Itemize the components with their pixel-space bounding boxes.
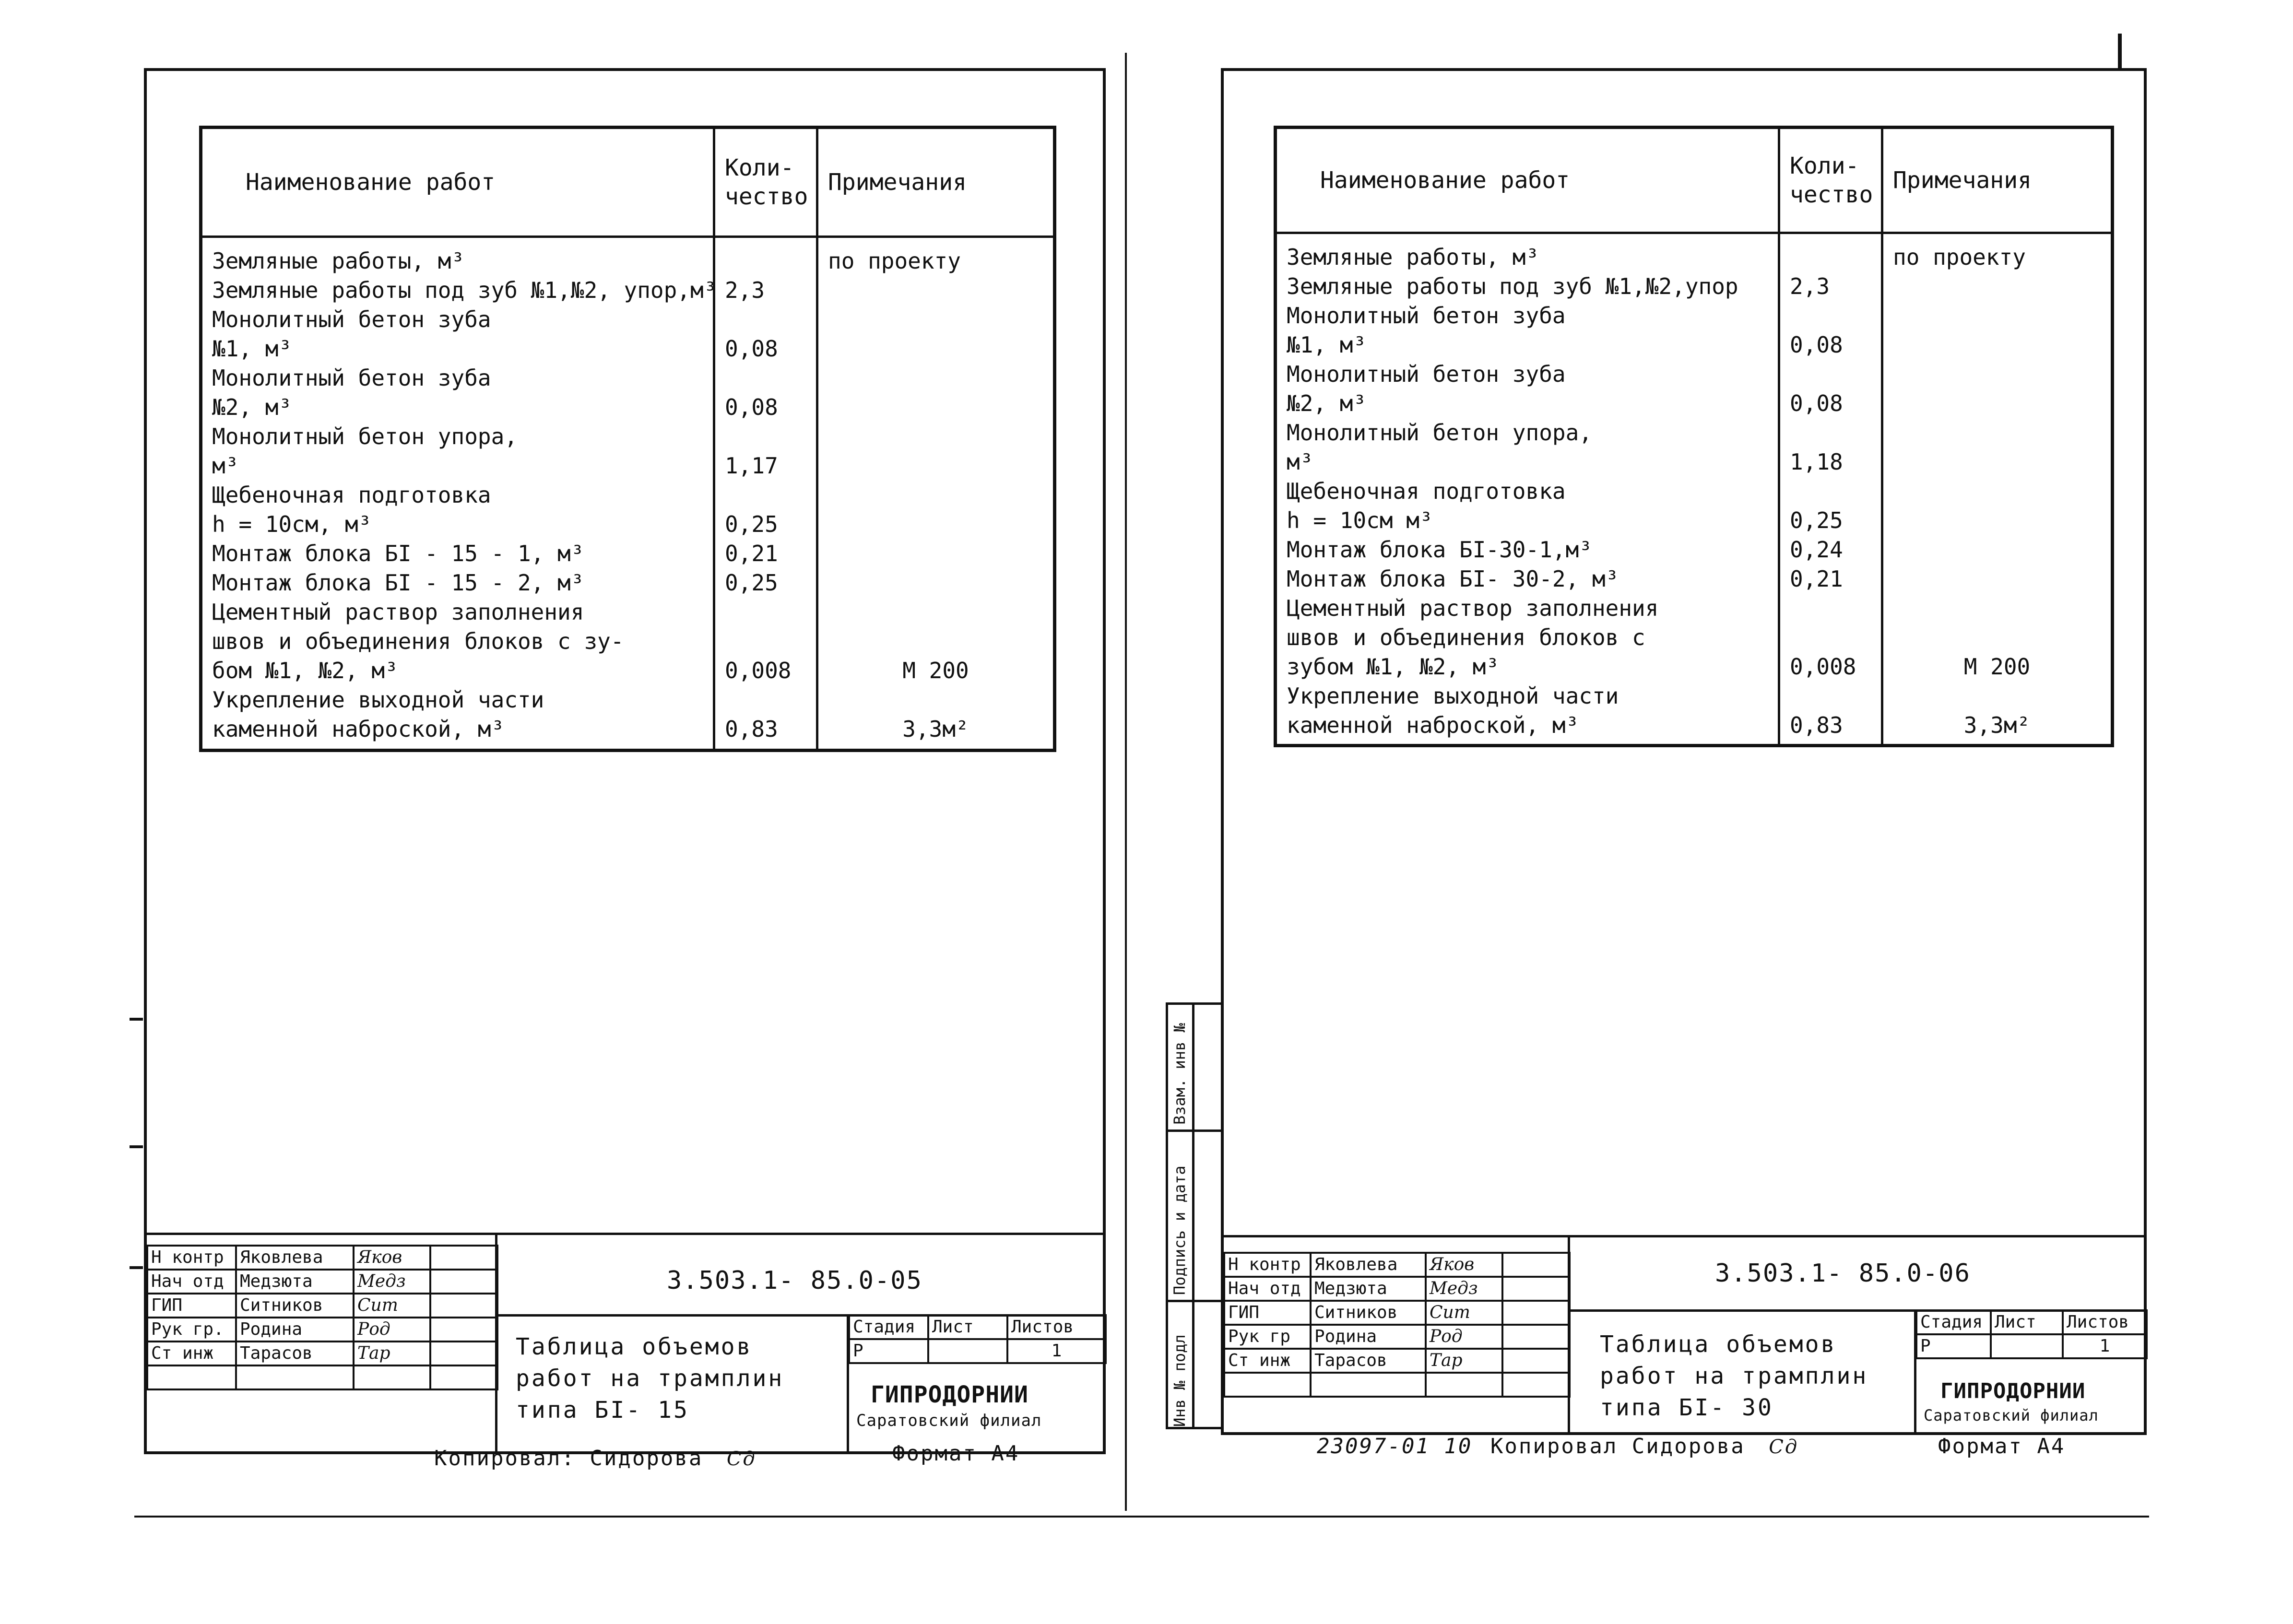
drawing-title-left: Таблица объемов работ на трамплин типа БI- 15 xyxy=(516,1333,784,1424)
staff-row-empty xyxy=(147,1365,497,1389)
staff-empty-cell xyxy=(354,1365,430,1389)
work-qty: 0,08 xyxy=(725,394,778,420)
stage-table-left xyxy=(848,1314,1107,1364)
drawing-title-right: Таблица объемов работ на трамплин типа БI- 30 xyxy=(1600,1331,1868,1421)
staff-role: Ст инж xyxy=(147,1342,236,1365)
work-item: №2, м³ xyxy=(1287,390,1367,416)
work-note xyxy=(828,481,1043,510)
work-item: швов и объединения блоков с xyxy=(1287,624,1645,650)
staff-empty-cell xyxy=(236,1365,354,1389)
tb-left-divider xyxy=(495,1233,497,1453)
staff-empty-cell xyxy=(1311,1373,1426,1397)
staff-row xyxy=(1224,1301,1570,1325)
tb-right-divider xyxy=(1568,1235,1570,1434)
staff-name: Медзюта xyxy=(1311,1277,1426,1301)
work-note xyxy=(828,627,1043,656)
staff-date xyxy=(1502,1277,1570,1301)
work-qty: 0,008 xyxy=(1790,654,1856,680)
work-note xyxy=(828,276,1043,305)
work-note: 3,3м² xyxy=(1963,712,2031,738)
work-item: Цементный раствор заполнения xyxy=(1287,595,1659,621)
work-table-right xyxy=(1274,126,2114,747)
work-item: Монолитный бетон упора, xyxy=(1287,420,1592,446)
work-note xyxy=(1893,301,2101,330)
org-name-right: ГИПРОДОРНИИ xyxy=(1940,1379,2086,1403)
staff-name: Ситников xyxy=(1311,1301,1426,1325)
work-item: Земляные работы под зуб №1,№2, упор,м³ xyxy=(212,277,717,303)
work-item: каменной наброской, м³ xyxy=(212,716,505,742)
staff-date xyxy=(1502,1325,1570,1349)
work-qty xyxy=(1790,243,1871,272)
edge-tick xyxy=(130,1145,143,1148)
work-qty: 0,25 xyxy=(1790,507,1843,533)
drawing-code-right: 3.503.1- 85.0-06 xyxy=(1715,1259,1971,1288)
staff-signature: Яков xyxy=(354,1246,430,1270)
work-item: Щебеночная подготовка xyxy=(212,482,491,508)
work-qty: 0,83 xyxy=(1790,712,1843,738)
staff-date xyxy=(430,1342,497,1365)
sheet-right-corner-mark xyxy=(2118,34,2122,70)
work-qty xyxy=(725,247,806,276)
staff-signature: Тар xyxy=(354,1342,430,1365)
side-stamp-inv: Инв № подл xyxy=(1170,1334,1189,1427)
work-item: Земляные работы, м³ xyxy=(1287,244,1539,270)
format-right: Формат А4 xyxy=(1938,1434,2066,1459)
work-qty xyxy=(725,305,806,334)
note-column xyxy=(1882,233,2113,746)
work-table-left xyxy=(199,126,1056,752)
staff-row xyxy=(1224,1325,1570,1349)
staff-role: Н контр xyxy=(1224,1253,1311,1277)
sheets-value: 1 xyxy=(1007,1339,1106,1363)
staff-empty-cell xyxy=(147,1365,236,1389)
work-note xyxy=(1893,623,2101,652)
staff-row xyxy=(1224,1277,1570,1301)
staff-signature: Медз xyxy=(354,1270,430,1294)
staff-row-empty xyxy=(1224,1373,1570,1397)
work-note xyxy=(828,539,1043,568)
work-item: Монолитный бетон зуба xyxy=(212,306,491,332)
work-note: М 200 xyxy=(1963,654,2031,680)
side-stamp-sign: Подпись и дата xyxy=(1170,1165,1189,1295)
staff-date xyxy=(430,1294,497,1318)
tb-left-top xyxy=(146,1233,1106,1235)
work-qty xyxy=(1790,301,1871,330)
work-note: 3,3м² xyxy=(902,716,969,742)
staff-empty-cell xyxy=(1426,1373,1502,1397)
work-note xyxy=(1893,594,2101,623)
staff-signature: Сит xyxy=(354,1294,430,1318)
work-qty: 0,08 xyxy=(1790,390,1843,416)
drawing-code-left: 3.503.1- 85.0-05 xyxy=(667,1266,922,1295)
work-note xyxy=(1893,330,2101,360)
staff-signature: Тар xyxy=(1426,1349,1502,1373)
work-item: Земляные работы под зуб №1,№2,упор xyxy=(1287,273,1738,299)
sheets-label: Листов xyxy=(2063,1310,2147,1334)
side-stamp-divider xyxy=(1192,1002,1194,1429)
work-item: Монолитный бетон зуба xyxy=(1287,361,1566,387)
work-item: Цементный раствор заполнения xyxy=(212,599,584,625)
copied-by-right: 23097-01 10 Копировал Сидорова Сд xyxy=(1317,1434,1799,1459)
side-stamp-row xyxy=(1166,1300,1223,1302)
work-qty xyxy=(1790,594,1871,623)
staff-row xyxy=(147,1294,497,1318)
sheet-label: Лист xyxy=(928,1315,1007,1339)
staff-name: Тарасов xyxy=(1311,1349,1426,1373)
qty-column xyxy=(714,237,817,751)
tb-right-top xyxy=(1223,1235,2147,1237)
edge-tick xyxy=(130,1266,143,1269)
work-note xyxy=(1893,418,2101,447)
work-note xyxy=(828,422,1043,451)
staff-signature: Медз xyxy=(1426,1277,1502,1301)
work-qty: 0,21 xyxy=(1790,566,1843,592)
work-item: Щебеночная подготовка xyxy=(1287,478,1566,504)
header-name: Наименование работ xyxy=(201,128,714,237)
staff-role: Нач отд xyxy=(147,1270,236,1294)
staff-date xyxy=(1502,1301,1570,1325)
staff-signature: Яков xyxy=(1426,1253,1502,1277)
work-qty: 0,83 xyxy=(725,716,778,742)
work-qty xyxy=(725,422,806,451)
work-note xyxy=(1893,565,2101,594)
staff-name: Родина xyxy=(236,1318,354,1342)
staff-role: Нач отд xyxy=(1224,1277,1311,1301)
staff-role: Н контр xyxy=(147,1246,236,1270)
work-item: Монолитный бетон зуба xyxy=(1287,303,1566,329)
work-qty: 0,24 xyxy=(1790,537,1843,563)
stage-value: Р xyxy=(1916,1334,1991,1358)
work-qty xyxy=(1790,418,1871,447)
page-fold-line xyxy=(1125,53,1127,1511)
staff-row xyxy=(147,1246,497,1270)
copier-signature: Сд xyxy=(726,1448,756,1470)
work-qty: 0,25 xyxy=(725,511,778,537)
work-item: Монтаж блока БI-30-1,м³ xyxy=(1287,537,1592,563)
org-name-left: ГИПРОДОРНИИ xyxy=(871,1381,1028,1408)
work-note xyxy=(828,393,1043,422)
staff-date xyxy=(1502,1349,1570,1373)
work-item: Земляные работы, м³ xyxy=(212,248,465,274)
work-item: зубом №1, №2, м³ xyxy=(1287,654,1500,680)
format-left: Формат А4 xyxy=(892,1441,1020,1466)
order-number: 23097-01 10 xyxy=(1317,1434,1473,1459)
staff-row xyxy=(147,1270,497,1294)
copier-signature: Сд xyxy=(1769,1436,1799,1458)
header-note: Примечания xyxy=(1882,128,2113,233)
work-note xyxy=(828,598,1043,627)
work-item: №1, м³ xyxy=(1287,332,1367,358)
edge-tick xyxy=(130,1018,143,1021)
staff-role: ГИП xyxy=(1224,1301,1311,1325)
staff-empty-cell xyxy=(1502,1373,1570,1397)
work-item: каменной наброской, м³ xyxy=(1287,712,1579,738)
names-column xyxy=(201,237,717,751)
work-note xyxy=(1893,389,2101,418)
staff-date xyxy=(1502,1253,1570,1277)
stage-table-right xyxy=(1915,1309,2148,1359)
work-qty: 2,3 xyxy=(725,277,765,303)
work-qty xyxy=(1790,360,1871,389)
stage-value: Р xyxy=(849,1339,928,1363)
staff-name: Ситников xyxy=(236,1294,354,1318)
work-note: по проекту xyxy=(1893,244,2026,270)
work-item: бом №1, №2, м³ xyxy=(212,658,398,683)
staff-signature: Род xyxy=(1426,1325,1502,1349)
copied-by-left: Копировал: Сидорова Сд xyxy=(434,1446,756,1471)
names-column xyxy=(1276,233,1779,746)
staff-empty-cell xyxy=(430,1365,497,1389)
work-item: Укрепление выходной части xyxy=(1287,683,1619,709)
side-stamp-row xyxy=(1166,1130,1223,1132)
work-note xyxy=(1893,535,2101,565)
staff-date xyxy=(430,1318,497,1342)
staff-table-right xyxy=(1223,1252,1571,1398)
work-qty xyxy=(725,364,806,393)
work-note xyxy=(1893,272,2101,301)
work-qty: 0,21 xyxy=(725,541,778,566)
work-item: h = 10см м³ xyxy=(1287,507,1433,533)
work-item: швов и объединения блоков с зу- xyxy=(212,628,624,654)
work-item: Монолитный бетон зуба xyxy=(212,365,491,391)
staff-date xyxy=(430,1270,497,1294)
work-item: Монтаж блока БI- 30-2, м³ xyxy=(1287,566,1619,592)
work-qty xyxy=(725,685,806,715)
work-note: М 200 xyxy=(902,658,969,683)
work-qty xyxy=(725,481,806,510)
staff-empty-cell xyxy=(1224,1373,1311,1397)
staff-name: Яковлева xyxy=(236,1246,354,1270)
sheet-value xyxy=(1991,1334,2063,1358)
staff-role: ГИП xyxy=(147,1294,236,1318)
work-note xyxy=(828,451,1043,481)
work-note xyxy=(828,510,1043,539)
staff-date xyxy=(430,1246,497,1270)
stage-label: Стадия xyxy=(1916,1310,1991,1334)
work-note xyxy=(828,364,1043,393)
note-column xyxy=(817,237,1055,751)
staff-signature: Род xyxy=(354,1318,430,1342)
header-note: Примечания xyxy=(817,128,1055,237)
staff-signature: Сит xyxy=(1426,1301,1502,1325)
work-qty xyxy=(1790,623,1871,652)
work-item: №1, м³ xyxy=(212,336,292,362)
sheet-value xyxy=(928,1339,1007,1363)
work-note xyxy=(1893,447,2101,477)
work-qty: 2,3 xyxy=(1790,273,1830,299)
work-item: Укрепление выходной части xyxy=(212,687,544,713)
header-qty: Коли- чество xyxy=(714,128,817,237)
staff-name: Родина xyxy=(1311,1325,1426,1349)
staff-role: Ст инж xyxy=(1224,1349,1311,1373)
staff-row xyxy=(147,1318,497,1342)
sheet-label: Лист xyxy=(1991,1310,2063,1334)
work-qty: 1,18 xyxy=(1790,449,1843,475)
work-note xyxy=(828,334,1043,364)
work-note xyxy=(828,685,1043,715)
staff-name: Тарасов xyxy=(236,1342,354,1365)
staff-row xyxy=(1224,1253,1570,1277)
work-item: №2, м³ xyxy=(212,394,292,420)
work-item: Монтаж блока БI - 15 - 1, м³ xyxy=(212,541,584,566)
work-item: Монтаж блока БI - 15 - 2, м³ xyxy=(212,570,584,596)
work-qty: 0,08 xyxy=(725,336,778,362)
work-qty: 0,08 xyxy=(1790,332,1843,358)
work-qty xyxy=(1790,682,1871,711)
staff-role: Рук гр xyxy=(1224,1325,1311,1349)
stage-label: Стадия xyxy=(849,1315,928,1339)
header-qty: Коли- чество xyxy=(1779,128,1882,233)
work-note xyxy=(828,568,1043,598)
sheets-value: 1 xyxy=(2063,1334,2147,1358)
org-branch-right: Саратовский филиал xyxy=(1924,1406,2099,1424)
staff-name: Яковлева xyxy=(1311,1253,1426,1277)
work-note xyxy=(828,305,1043,334)
work-qty xyxy=(725,598,806,627)
qty-column xyxy=(1779,233,1882,746)
staff-row xyxy=(1224,1349,1570,1373)
work-qty xyxy=(725,627,806,656)
sheets-label: Листов xyxy=(1007,1315,1106,1339)
work-note xyxy=(1893,477,2101,506)
work-item: h = 10см, м³ xyxy=(212,511,372,537)
staff-role: Рук гр. xyxy=(147,1318,236,1342)
work-item: м³ xyxy=(1287,449,1313,475)
page-bottom-rule xyxy=(134,1516,2149,1518)
side-stamp-replace: Взам. инв № xyxy=(1170,1023,1189,1125)
work-item: Монолитный бетон упора, xyxy=(212,424,518,449)
header-name: Наименование работ xyxy=(1276,128,1779,233)
work-note xyxy=(1893,682,2101,711)
staff-name: Медзюта xyxy=(236,1270,354,1294)
work-qty: 0,25 xyxy=(725,570,778,596)
work-note xyxy=(1893,360,2101,389)
work-item: м³ xyxy=(212,453,239,479)
staff-table-left xyxy=(146,1245,498,1390)
work-note xyxy=(1893,506,2101,535)
work-qty: 0,008 xyxy=(725,658,792,683)
work-note: по проекту xyxy=(828,248,961,274)
work-qty xyxy=(1790,477,1871,506)
work-qty: 1,17 xyxy=(725,453,778,479)
org-branch-left: Саратовский филиал xyxy=(856,1411,1042,1430)
staff-row xyxy=(147,1342,497,1365)
